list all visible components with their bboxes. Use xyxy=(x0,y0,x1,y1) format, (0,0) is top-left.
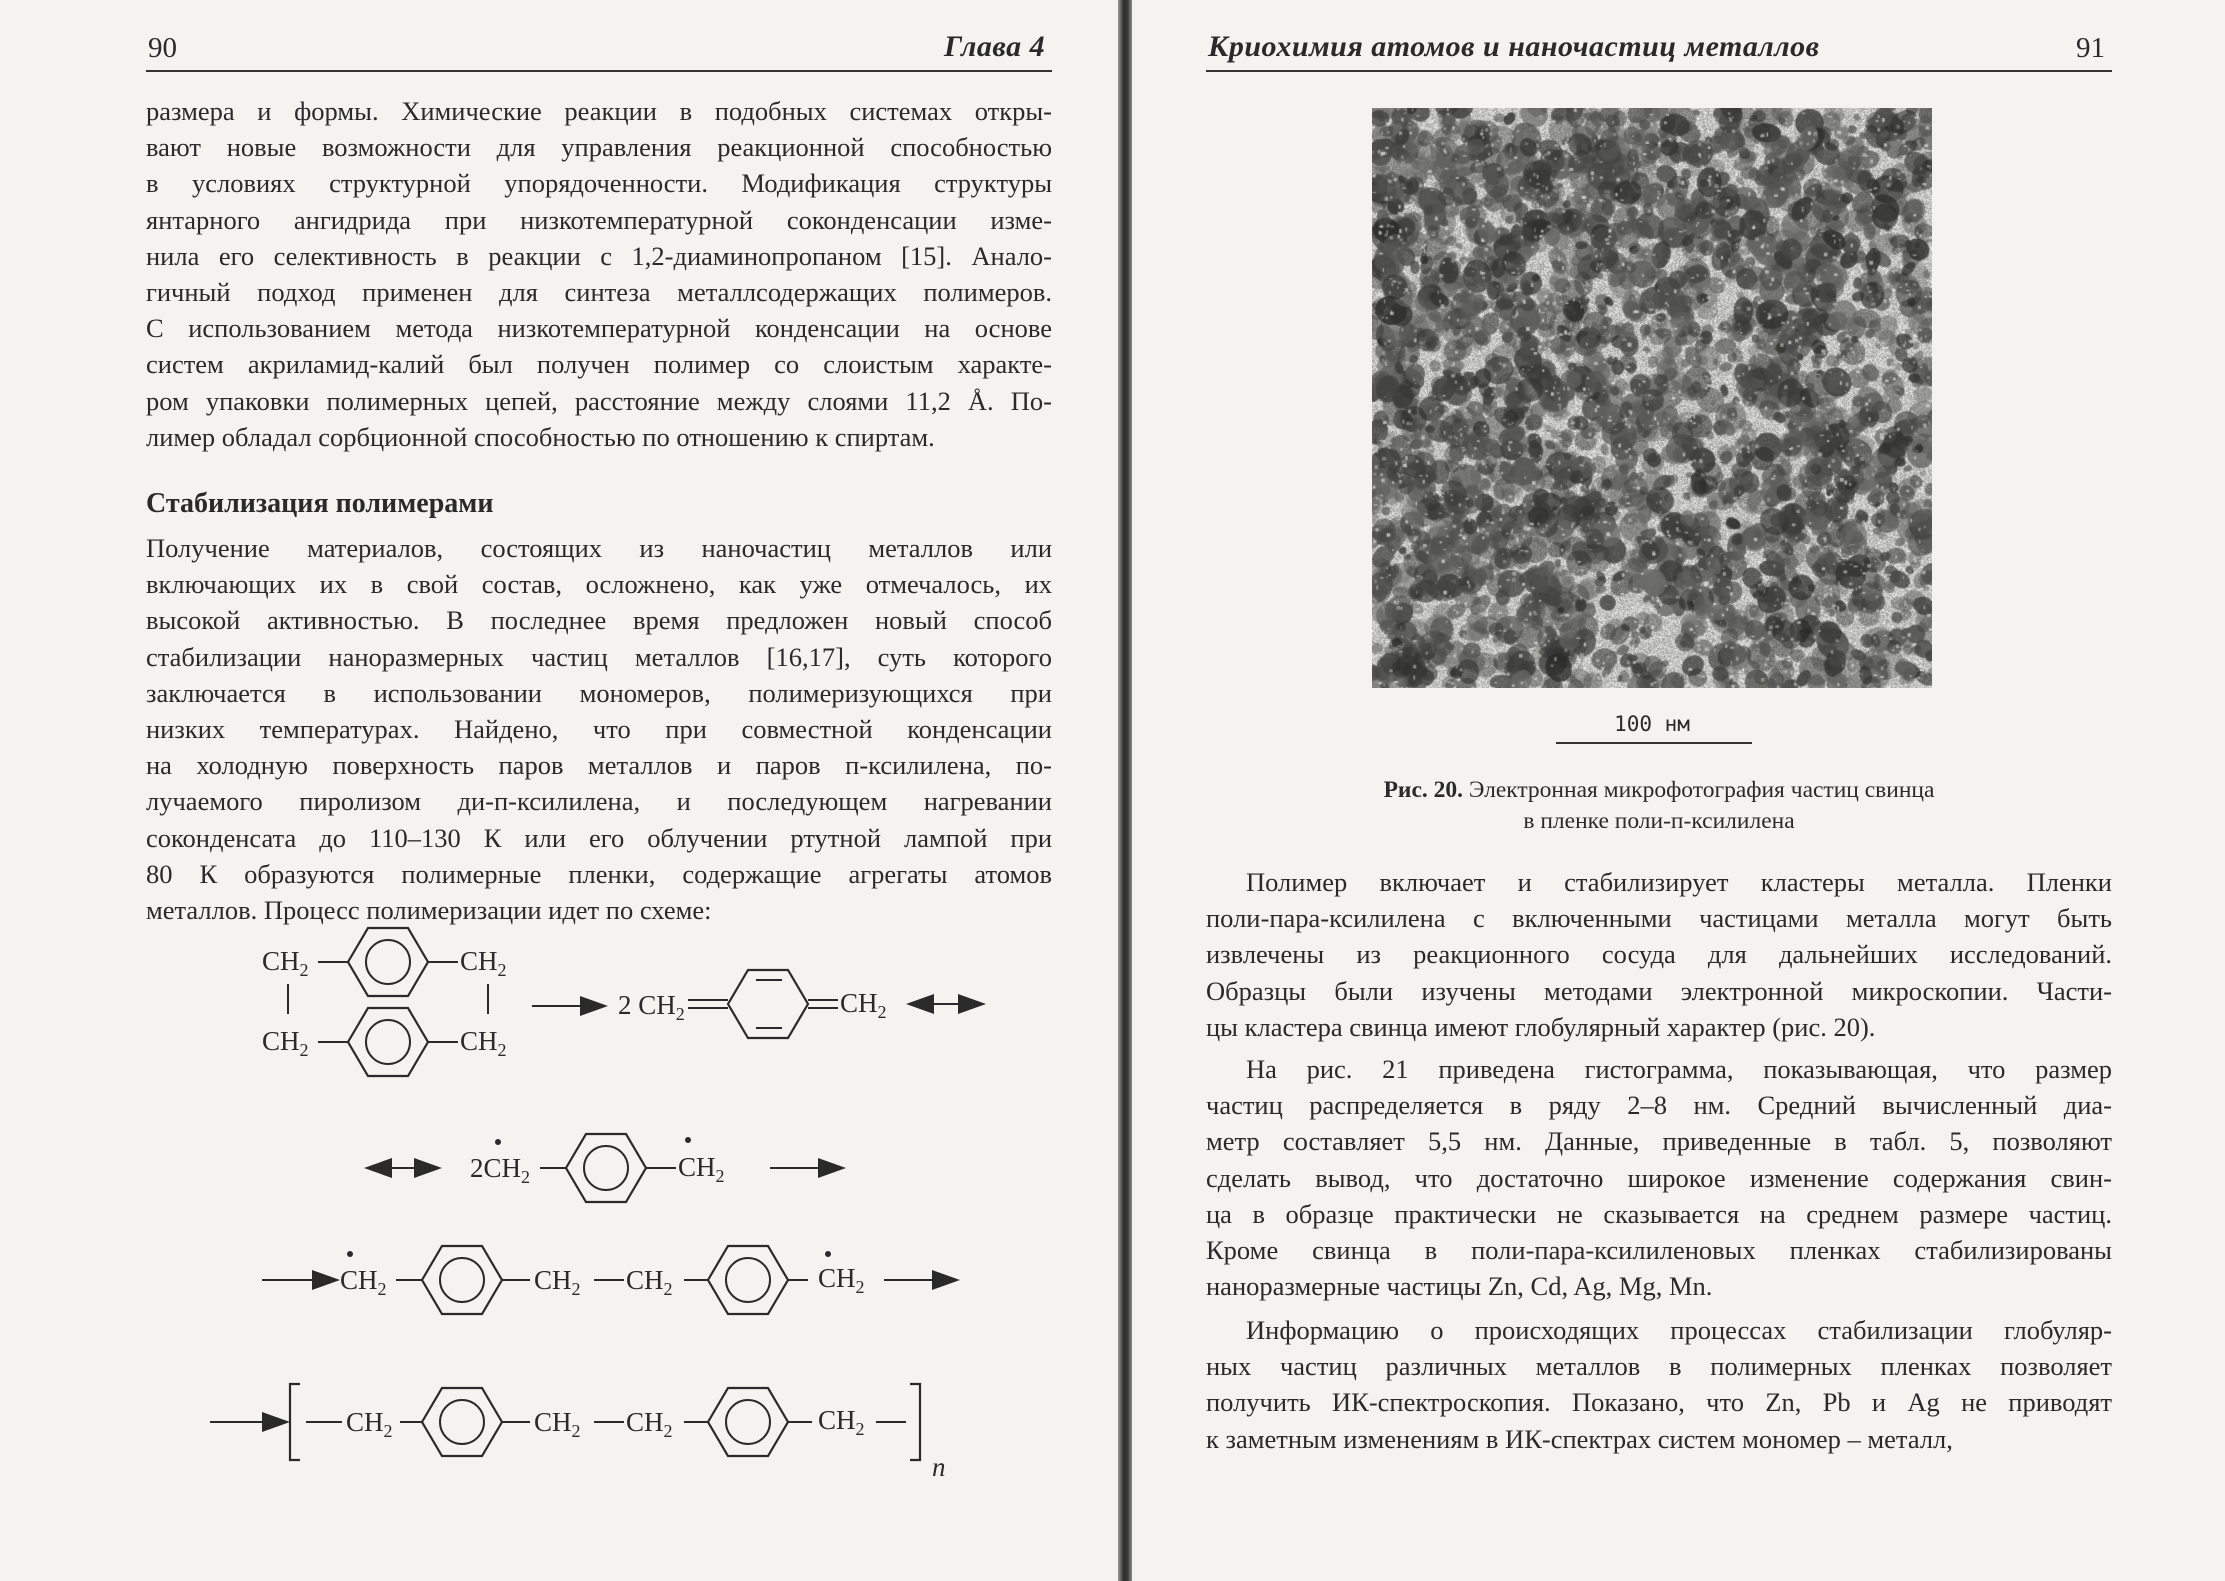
text-line: размера и формы. Химические реакции в подобных системах откры- xyxy=(146,96,1052,126)
text-line: сделать вывод, что достаточно широкое изменение содержания свин- xyxy=(1206,1162,2112,1193)
text-line: Образцы были изучены методами электронной микроскопии. Части- xyxy=(1206,975,2112,1006)
svg-text:n: n xyxy=(932,1452,946,1480)
svg-text:CH2: $CH_2$ xyxy=(460,946,507,980)
svg-text:CH2: $CH_2$ xyxy=(262,946,309,980)
text-line: нила его селективность в реакции с 1,2-диаминопропаном [15]. Анало- xyxy=(146,240,1052,271)
text-line: получить ИК-спектроскопия. Показано, что Zn, Pb и Ag не приводят xyxy=(1206,1387,2112,1418)
scale-label: 100 нм xyxy=(1614,712,1690,736)
electron-micrograph xyxy=(1372,108,1932,688)
text-line: металлов. Процесс полимеризации идет по схеме: xyxy=(146,894,712,925)
caption-line-2: в пленке поли-п-ксилилена xyxy=(1523,808,1795,834)
paragraph-2 xyxy=(1206,1051,2112,1304)
text-line: лучаемого пиролизом ди-п-ксилилена, и последующем нагревании xyxy=(146,786,1052,817)
text-line: С использованием метода низкотемпературной конденсации на основе xyxy=(146,313,1052,344)
figure-caption xyxy=(1206,775,2112,837)
polymer-structure xyxy=(290,1384,946,1480)
intro-paragraph xyxy=(146,93,1052,455)
text-line: в условиях структурной упорядоченности. Модификация структуры xyxy=(146,168,1052,199)
text-line: извлечены из реакционного сосуда для дальнейших исследований. xyxy=(1206,939,2112,970)
svg-text:CH2: $CH_2$ xyxy=(340,1265,387,1299)
svg-text:CH2: $CH_2$ xyxy=(818,1263,865,1297)
book-spine xyxy=(1118,0,1132,1581)
page-number-right: 91 xyxy=(2076,32,2105,64)
svg-text:CH2: $CH_2$ xyxy=(460,1026,507,1060)
text-line: заключается в использовании мономеров, полимеризующихся при xyxy=(146,677,1052,708)
text-line: Полимер включает и стабилизирует кластеры металла. Пленки xyxy=(1246,867,2112,897)
text-line: Информацию о происходящих процессах стабилизации глобуляр- xyxy=(1246,1315,2112,1345)
caption-line-1: Электронная микрофотография частиц свинца xyxy=(1463,777,1935,803)
page-number-left: 90 xyxy=(148,32,177,64)
polymerization-scheme xyxy=(0,920,1118,1480)
text-line: низких температурах. Найдено, что при совместной конденсации xyxy=(146,713,1052,744)
text-line: стабилизации наноразмерных частиц металлов [16,17], суть которого xyxy=(146,641,1052,672)
text-line: гичный подход применен для синтеза металлсодержащих полимеров. xyxy=(146,276,1052,307)
svg-text:CH2: $CH_2$ xyxy=(346,1407,393,1441)
quinodimethane-structure xyxy=(618,970,887,1038)
paragraph-1 xyxy=(1206,864,2112,1045)
text-line: включающих их в свой состав, осложнено, как уже отмечалось, их xyxy=(146,569,1052,600)
svg-text:2 CH2: 2 $CH_2$ xyxy=(618,990,685,1024)
paragraph-3 xyxy=(1206,1312,2112,1457)
text-line: цы кластера свинца имеют глобулярный характер (рис. 20). xyxy=(1206,1011,1876,1042)
text-line: высокой активностью. В последнее время предложен новый способ xyxy=(146,605,1052,636)
diradical-structure xyxy=(470,1134,725,1202)
svg-text:CH2: $CH_2$ xyxy=(626,1407,673,1441)
svg-text:CH2: $CH_2$ xyxy=(818,1405,865,1439)
text-line: ца в образце практически не сказывается на среднем размере частиц. xyxy=(1206,1198,2112,1229)
section-paragraph xyxy=(146,530,1052,928)
text-line: Получение материалов, состоящих из наночастиц металлов или xyxy=(146,533,1052,563)
scale-bar xyxy=(1556,742,1752,744)
text-line: наноразмерные частицы Zn, Cd, Ag, Mg, Mn. xyxy=(1206,1271,1713,1302)
running-head-right: Криохимия атомов и наночастиц металлов xyxy=(1208,30,1820,63)
caption-label: Рис. 20. xyxy=(1383,777,1464,803)
running-head-left: Глава 4 xyxy=(944,30,1046,63)
text-line: систем акриламид-калий был получен полимер со слоистым характе- xyxy=(146,349,1052,380)
text-line: на холодную поверхность паров металлов и паров п-ксилилена, по- xyxy=(146,750,1052,781)
svg-text:CH2: $CH_2$ xyxy=(262,1026,309,1060)
text-line: метр составляет 5,5 нм. Данные, приведенные в табл. 5, позволяют xyxy=(1206,1126,2112,1157)
text-line: Кроме свинца в поли-пара-ксилиленовых пленках стабилизированы xyxy=(1206,1234,2112,1265)
text-line: поли-пара-ксилилена с включенными частицами металла могут быть xyxy=(1206,903,2112,934)
header-rule-left xyxy=(146,70,1052,72)
text-line: ных частиц различных металлов в полимерных пленках позволяет xyxy=(1206,1351,2112,1382)
section-heading: Стабилизация полимерами xyxy=(146,488,494,519)
dimer-radical-structure xyxy=(340,1246,865,1314)
text-line: лимер обладал сорбционной способностью по отношению к спиртам. xyxy=(146,421,935,452)
text-line: частиц распределяется в ряду 2–8 нм. Средний вычисленный диа- xyxy=(1206,1090,2112,1121)
header-rule-right xyxy=(1206,70,2112,72)
svg-text:CH2: $CH_2$ xyxy=(626,1265,673,1299)
svg-text:CH2: $CH_2$ xyxy=(840,988,887,1022)
text-line: к заметным изменениям в ИК-спектрах систем мономер – металл, xyxy=(1206,1423,1953,1454)
text-line: янтарного ангидрида при низкотемпературной соконденсации изме- xyxy=(146,204,1052,235)
svg-text:CH2: $CH_2$ xyxy=(534,1407,581,1441)
text-line: вают новые возможности для управления реакционной способностью xyxy=(146,132,1052,163)
text-line: соконденсата до 110–130 К или его облучении ртутной лампой при xyxy=(146,822,1052,853)
svg-text:2CH2: $2CH_2$ xyxy=(470,1153,531,1187)
text-line: 80 К образуются полимерные пленки, содержащие агрегаты атомов xyxy=(146,858,1052,889)
right-page xyxy=(1132,0,2225,1581)
svg-text:CH2: $CH_2$ xyxy=(678,1152,725,1186)
text-line: На рис. 21 приведена гистограмма, показывающая, что размер xyxy=(1246,1054,2112,1084)
svg-text:CH2: $CH_2$ xyxy=(534,1265,581,1299)
dimer-structure xyxy=(262,928,507,1076)
text-line: ром упаковки полимерных цепей, расстояние между слоями 11,2 Å. По- xyxy=(146,385,1052,416)
